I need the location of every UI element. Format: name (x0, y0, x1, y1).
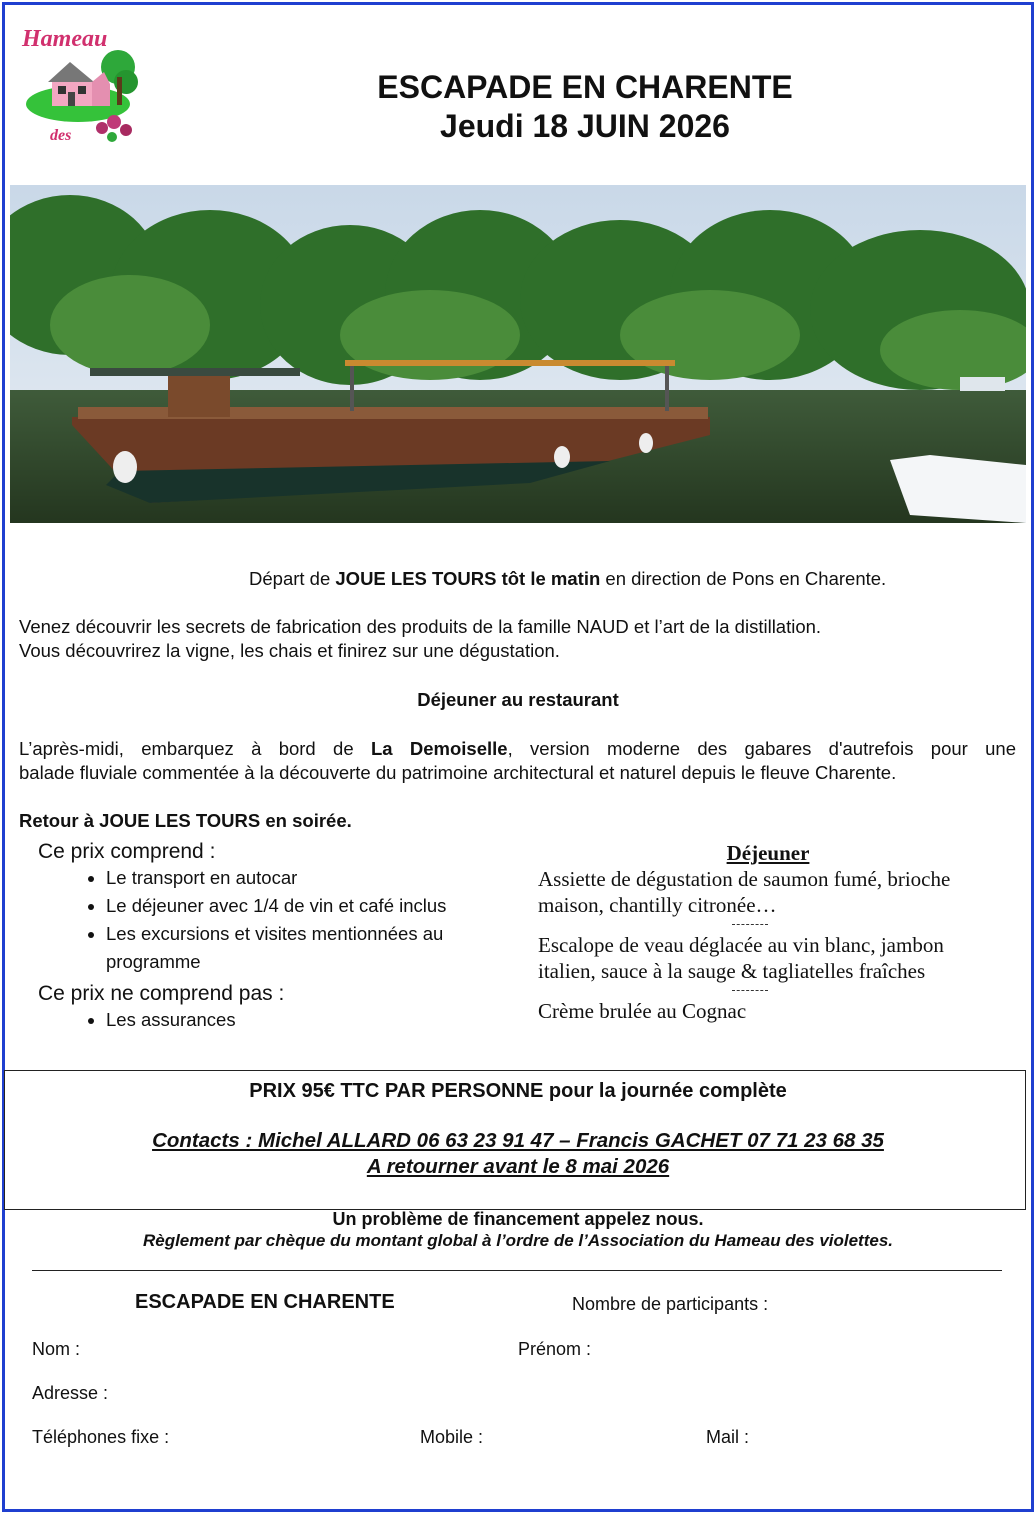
page-title: ESCAPADE EN CHARENTE (377, 69, 793, 105)
boat-name: La Demoiselle (370, 738, 508, 759)
afternoon-line-1 (19, 737, 1016, 761)
form-divider (32, 1270, 1002, 1271)
departure-suffix: en direction de Pons en Charente. (600, 568, 887, 589)
hameau-logo (18, 22, 146, 152)
list-item: • Les assurances (106, 1006, 236, 1034)
financing-line: Un problème de financement appelez nous. (332, 1209, 704, 1229)
afternoon-prefix: L’après-midi, embarquez à bord de (19, 738, 371, 759)
list-item: • Le déjeuner avec 1/4 de vin et café inclus (106, 892, 446, 920)
menu-dessert: Crème brulée au Cognac (538, 999, 747, 1023)
adresse-label: Adresse : (32, 1383, 109, 1403)
menu-starter-2: maison, chantilly citronée… (538, 893, 777, 917)
includes-list (60, 864, 446, 976)
departure-place: JOUE LES TOURS tôt le matin (335, 568, 601, 589)
price-line: PRIX 95€ TTC PAR PERSONNE pour la journée complète (249, 1080, 787, 1102)
intro-line-2: Vous découvrirez la vigne, les chais et finirez sur une dégustation. (19, 640, 560, 661)
event-date: Jeudi 18 JUIN 2026 (440, 108, 730, 144)
logo-text-des: des (50, 127, 72, 144)
afternoon-suffix: , version moderne des gabares d'autrefois pour une (507, 738, 1017, 759)
afternoon-line-2: balade fluviale commentée à la découverte du patrimoine architectural et naturel depuis le fleuve Charente. (19, 762, 897, 783)
river-boat-photo (10, 185, 1026, 523)
return-line: Retour à JOUE LES TOURS en soirée. (19, 810, 352, 831)
menu-starter-1: Assiette de dégustation de saumon fumé, brioche (538, 867, 951, 891)
mail-label: Mail : (706, 1427, 750, 1447)
menu-separator (732, 990, 768, 991)
excludes-list (60, 1006, 236, 1034)
menu-main-2: italien, sauce à la sauge & tagliatelles fraîches (538, 959, 926, 983)
list-item: • Les excursions et visites mentionnées au (106, 920, 446, 948)
includes-heading: Ce prix comprend : (38, 840, 216, 863)
payment-line: Règlement par chèque du montant global à l’ordre de l’Association du Hameau des violettes. (142, 1231, 894, 1250)
lunch-heading: Déjeuner au restaurant (417, 689, 619, 710)
menu-main-1: Escalope de veau déglacée au vin blanc, jambon (538, 933, 944, 957)
menu-heading: Déjeuner (726, 841, 810, 865)
list-item: programme (106, 951, 201, 972)
excludes-heading: Ce prix ne comprend pas : (38, 982, 285, 1005)
departure-prefix: Départ de (249, 568, 336, 589)
prenom-label: Prénom : (518, 1339, 592, 1359)
participants-label: Nombre de participants : (572, 1294, 769, 1314)
list-item: • Le transport en autocar (106, 864, 446, 892)
telephone-label: Téléphones fixe : (32, 1427, 170, 1447)
logo-text-hameau: Hameau (22, 26, 108, 52)
menu-separator (732, 924, 768, 925)
mobile-label: Mobile : (420, 1427, 484, 1447)
contacts-line: Contacts : Michel ALLARD 06 63 23 91 47 – Francis GACHET 07 71 23 68 35 (152, 1129, 884, 1152)
form-title: ESCAPADE EN CHARENTE (135, 1291, 395, 1313)
intro-line-1: Venez découvrir les secrets de fabrication des produits de la famille NAUD et l’art de la distillation. (19, 616, 822, 637)
nom-label: Nom : (32, 1339, 81, 1359)
deadline-line: A retourner avant le 8 mai 2026 (366, 1155, 670, 1178)
departure-line (249, 567, 886, 591)
